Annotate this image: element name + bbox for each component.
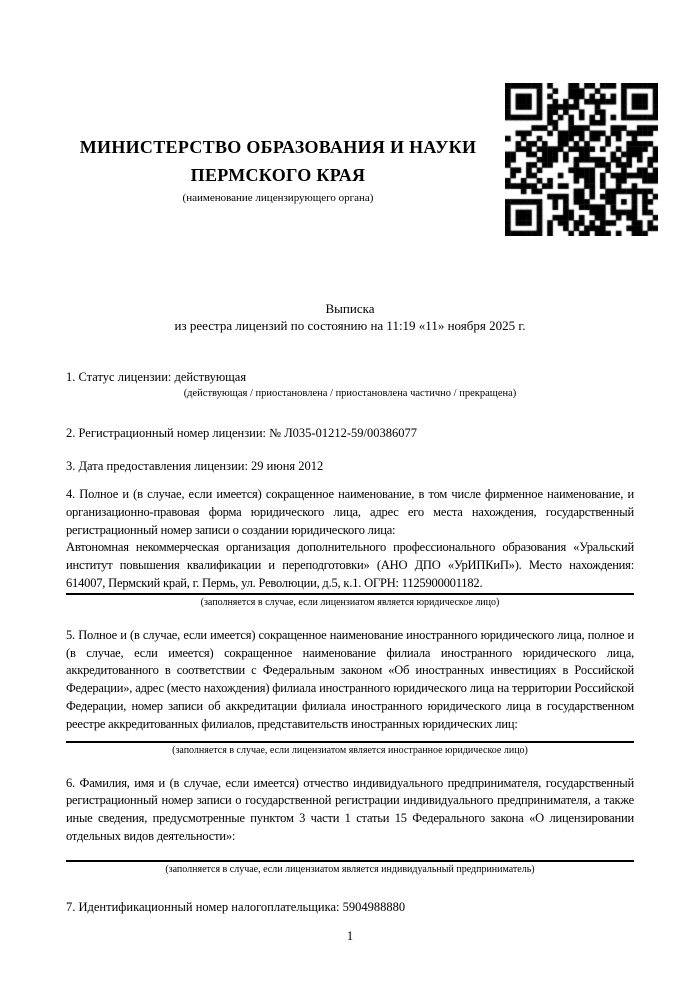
licensing-authority-header xyxy=(66,0,490,205)
item-text: 4. Полное и (в случае, если имеется) сокращенное наименование, в том числе фирменное наименование, и организационно-правовая форма юридического лица, адрес его места нахождения, государственный регистрационный номер записи о создании юридического лица: xyxy=(66,487,634,537)
item-registration-number xyxy=(66,424,634,442)
item-license-date xyxy=(66,457,634,475)
item-text: 6. Фамилия, имя и (в случае, если имеется) отчество индивидуального предпринимателя, государственный регистрационный номер записи о государственной регистрации индивидуального предпринимателя, а также иные сведения, предусмотренные пунктом 3 части 1 статьи 15 Федерального закона «О лицензировании отдельных видов деятельности»: xyxy=(66,775,634,843)
blank-fill-line xyxy=(66,593,634,595)
item-text: 3. Дата предоставления лицензии: 29 июня 2012 xyxy=(66,459,324,473)
license-items xyxy=(66,368,634,944)
title-line2: из реестра лицензий по состоянию на 11:19 «11» ноября 2025 г. xyxy=(174,318,526,333)
item-taxpayer-number xyxy=(66,898,634,916)
item-caption: (заполняется в случае, если лицензиатом является юридическое лицо) xyxy=(200,596,500,608)
blank-fill-line xyxy=(66,741,634,743)
item-individual-entrepreneur xyxy=(66,775,634,876)
title-line1: Выписка xyxy=(325,301,375,316)
item-license-status xyxy=(66,368,634,400)
item-caption: (заполняется в случае, если лицензиатом является индивидуальный предприниматель) xyxy=(165,863,535,875)
authority-name-caption: (наименование лицензирующего органа) xyxy=(182,192,374,204)
item-legal-entity xyxy=(66,486,634,609)
authority-name-line2: ПЕРМСКОГО КРАЯ xyxy=(190,165,366,185)
item-caption: (заполняется в случае, если лицензиатом является иностранное юридическое лицо) xyxy=(172,744,528,756)
document-title xyxy=(0,300,700,334)
blank-fill-line xyxy=(66,860,634,862)
item-text: 5. Полное и (в случае, если имеется) сокращенное наименование иностранного юридического лица, полное и (в случае, если имеется) сокращенное наименование филиала иностранного юридического лица, аккредитованного в соответствии с Федеральным законом «Об иностранных инвестициях в Российской Федерации», адрес (место нахождения) филиала иностранного юридического лица на территории Российской Федерации, номер записи об аккредитации филиала иностранного юридического лица в государственном реестре аккредитованных филиалов, представительств иностранных юридических лиц: xyxy=(66,627,634,731)
item-text: 1. Статус лицензии: действующая xyxy=(66,370,247,384)
page-number: 1 xyxy=(346,928,354,943)
authority-name-line1: МИНИСТЕРСТВО ОБРАЗОВАНИЯ И НАУКИ xyxy=(79,137,477,157)
item-text: 7. Идентификационный номер налогоплательщика: 5904988880 xyxy=(66,899,406,914)
item-text: 2. Регистрационный номер лицензии: № Л035-01212-59/00386077 xyxy=(66,426,417,440)
item-caption: (действующая / приостановлена / приостановлена частично / прекращена) xyxy=(183,388,517,399)
item-value: Автономная некоммерческая организация дополнительного профессионального образования «Уральский институт повышения квалификации и переподготовки» (АНО ДПО «УрИПКиП»). Место нахождения: 614007, Пермский край, г. Пермь, ул. Революции, д.5, к.1. ОГРН: 1125900001182. xyxy=(66,540,634,590)
qr-code xyxy=(505,83,658,236)
item-foreign-entity xyxy=(66,627,634,757)
